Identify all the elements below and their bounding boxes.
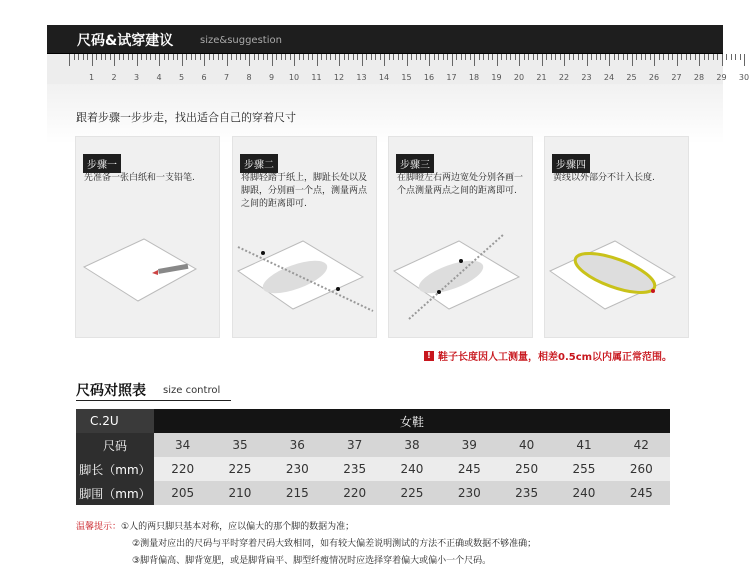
ruler-number: 21 bbox=[536, 73, 547, 82]
table-cell: 36 bbox=[269, 433, 326, 457]
ruler-tick bbox=[330, 54, 331, 60]
ruler-tick bbox=[290, 54, 291, 60]
ruler-tick bbox=[146, 54, 147, 60]
ruler-tick bbox=[393, 54, 394, 60]
ruler-number: 17 bbox=[446, 73, 457, 82]
ruler-tick bbox=[308, 54, 309, 60]
ruler-number: 19 bbox=[491, 73, 502, 82]
ruler-tick bbox=[78, 54, 79, 60]
ruler-tick bbox=[164, 54, 165, 60]
ruler-number: 10 bbox=[288, 73, 300, 82]
ruler-tick bbox=[362, 54, 363, 66]
table-row-label: 尺码 bbox=[76, 433, 154, 457]
ruler-tick bbox=[87, 54, 88, 60]
ruler-tick bbox=[447, 54, 448, 60]
table-header-row bbox=[76, 409, 670, 433]
ruler-number: 11 bbox=[311, 73, 322, 82]
table-cell: 245 bbox=[441, 457, 498, 481]
size-control-title: 尺码对照表 bbox=[76, 383, 146, 399]
ruler-number: 22 bbox=[558, 73, 570, 82]
ruler-tick bbox=[668, 54, 669, 60]
ruler-tick bbox=[141, 54, 142, 60]
table-row-label: 脚围（mm） bbox=[76, 481, 154, 505]
ruler-tick bbox=[659, 54, 660, 60]
table-cell: 245 bbox=[613, 481, 670, 505]
ruler-tick bbox=[474, 54, 475, 66]
ruler-tick bbox=[546, 54, 547, 60]
ruler-tick bbox=[519, 54, 520, 66]
ruler-tick bbox=[168, 54, 169, 60]
table-cell: 220 bbox=[326, 481, 383, 505]
ruler-number: 12 bbox=[333, 73, 345, 82]
ruler-tick bbox=[114, 54, 115, 66]
ruler-tick bbox=[380, 54, 381, 60]
ruler-tick bbox=[159, 54, 160, 66]
ruler-tick bbox=[303, 54, 304, 60]
ruler-tick bbox=[560, 54, 561, 60]
ruler-tick bbox=[726, 54, 727, 60]
ruler-tick bbox=[641, 54, 642, 60]
step-1-card bbox=[75, 136, 220, 338]
ruler-tick bbox=[497, 54, 498, 66]
ruler-tick bbox=[443, 54, 444, 60]
ruler-tick bbox=[582, 54, 583, 60]
ruler-tick bbox=[218, 54, 219, 60]
ruler-tick bbox=[614, 54, 615, 60]
ruler-tick bbox=[245, 54, 246, 60]
table-cell: 38 bbox=[383, 433, 440, 457]
ruler-tick bbox=[465, 54, 466, 60]
ruler-tick bbox=[461, 54, 462, 60]
ruler-number: 25 bbox=[626, 73, 637, 82]
paper-pencil-illustration bbox=[76, 229, 221, 339]
ruler-number: 7 bbox=[223, 73, 230, 82]
ruler-tick bbox=[101, 54, 102, 60]
ruler-tick bbox=[708, 54, 709, 60]
ruler-tick bbox=[524, 54, 525, 60]
section-title: 尺码&试穿建议 bbox=[77, 33, 174, 49]
ruler-tick bbox=[254, 54, 255, 60]
ruler-number: 9 bbox=[268, 73, 275, 82]
ruler-tick bbox=[636, 54, 637, 60]
foot-length-illustration bbox=[233, 229, 378, 339]
ruler-tick bbox=[213, 54, 214, 60]
ruler-tick bbox=[456, 54, 457, 60]
intro-text: 跟着步骤一步步走，找出适合自己的穿着尺寸 bbox=[76, 111, 296, 124]
ruler-tick bbox=[389, 54, 390, 60]
ruler-tick bbox=[663, 54, 664, 60]
title-underline bbox=[76, 400, 231, 401]
table-cell: 34 bbox=[154, 433, 211, 457]
ruler-tick bbox=[150, 54, 151, 60]
ruler-number: 2 bbox=[111, 73, 117, 82]
ruler-tick bbox=[537, 54, 538, 60]
ruler-number: 28 bbox=[693, 73, 705, 82]
step-3-card bbox=[388, 136, 533, 338]
ruler-tick bbox=[578, 54, 579, 60]
ruler-tick bbox=[128, 54, 129, 60]
ruler-tick bbox=[704, 54, 705, 60]
section-header bbox=[47, 25, 723, 54]
ruler-number: 16 bbox=[423, 73, 435, 82]
ruler-tick bbox=[317, 54, 318, 66]
ruler-number: 20 bbox=[513, 73, 525, 82]
ruler-tick bbox=[344, 54, 345, 60]
ruler-tick bbox=[258, 54, 259, 60]
ruler-number: 13 bbox=[356, 73, 367, 82]
ruler-tick bbox=[285, 54, 286, 60]
ruler-tick bbox=[654, 54, 655, 66]
ruler-tick bbox=[600, 54, 601, 60]
ruler-tick bbox=[69, 54, 70, 66]
ruler-tick bbox=[182, 54, 183, 66]
ruler-tick bbox=[357, 54, 358, 60]
ruler-number: 23 bbox=[581, 73, 592, 82]
ruler-tick bbox=[555, 54, 556, 60]
table-cell: 235 bbox=[326, 457, 383, 481]
ruler-tick bbox=[294, 54, 295, 66]
ruler-tick bbox=[645, 54, 646, 60]
table-cell: 255 bbox=[555, 457, 612, 481]
ruler-tick bbox=[681, 54, 682, 60]
ruler-tick bbox=[713, 54, 714, 60]
tips-label: 温馨提示： bbox=[76, 522, 122, 532]
ruler-tick bbox=[110, 54, 111, 60]
step-4-label: 步骤四 bbox=[552, 154, 590, 173]
foot-outline-illustration bbox=[545, 229, 690, 339]
ruler-tick bbox=[731, 54, 732, 60]
ruler-tick bbox=[204, 54, 205, 66]
size-control-subtitle: size control bbox=[163, 385, 221, 396]
ruler-tick bbox=[384, 54, 385, 66]
table-cell: 240 bbox=[555, 481, 612, 505]
ruler-tick bbox=[195, 54, 196, 60]
ruler-number: 30 bbox=[738, 73, 750, 82]
ruler-tick bbox=[699, 54, 700, 66]
ruler-number: 15 bbox=[401, 73, 412, 82]
foot-width-illustration bbox=[389, 229, 534, 339]
table-row-length bbox=[76, 457, 670, 481]
ruler-tick bbox=[353, 54, 354, 60]
step-4-card bbox=[544, 136, 689, 338]
step-3-text: 在脚瞪左右两边宽处分别各画一个点测量两点之间的距离即可. bbox=[397, 173, 524, 196]
ruler-tick bbox=[173, 54, 174, 60]
ruler-tick bbox=[416, 54, 417, 60]
size-table bbox=[76, 409, 670, 505]
ruler-number: 1 bbox=[88, 73, 95, 82]
ruler-tick bbox=[83, 54, 84, 60]
table-cell: 215 bbox=[269, 481, 326, 505]
ruler-tick bbox=[375, 54, 376, 60]
ruler-tick bbox=[740, 54, 741, 60]
ruler-tick bbox=[452, 54, 453, 66]
table-cell: 235 bbox=[498, 481, 555, 505]
ruler-tick bbox=[632, 54, 633, 66]
tip-line-2: ②测量对应出的尺码与平时穿着尺码大致相同，如有较大偏差说明测试的方法不正确或数据不够准确； bbox=[132, 539, 537, 549]
ruler-tick bbox=[348, 54, 349, 60]
ruler-tick bbox=[137, 54, 138, 66]
ruler-tick bbox=[407, 54, 408, 66]
ruler-tick bbox=[515, 54, 516, 60]
section-subtitle: size&suggestion bbox=[200, 35, 282, 46]
ruler-tick bbox=[488, 54, 489, 60]
table-cell: 39 bbox=[441, 433, 498, 457]
ruler-tick bbox=[177, 54, 178, 60]
table-cell: 260 bbox=[613, 457, 670, 481]
ruler-tick bbox=[564, 54, 565, 66]
ruler-tick bbox=[695, 54, 696, 60]
ruler-tick bbox=[222, 54, 223, 60]
ruler-tick bbox=[650, 54, 651, 60]
table-cell: 37 bbox=[326, 433, 383, 457]
ruler-number: 5 bbox=[178, 73, 185, 82]
table-corner: C.2U bbox=[76, 409, 154, 433]
ruler-tick bbox=[690, 54, 691, 60]
table-cell: 41 bbox=[555, 433, 612, 457]
ruler-tick bbox=[483, 54, 484, 60]
ruler-tick bbox=[425, 54, 426, 60]
ruler-tick bbox=[533, 54, 534, 60]
ruler-tick bbox=[123, 54, 124, 60]
ruler-tick bbox=[326, 54, 327, 60]
warning-icon: ! bbox=[424, 351, 434, 361]
ruler-tick bbox=[74, 54, 75, 60]
ruler-number: 26 bbox=[648, 73, 660, 82]
ruler-tick bbox=[627, 54, 628, 60]
ruler-tick bbox=[398, 54, 399, 60]
ruler-number: 24 bbox=[603, 73, 615, 82]
tips-block bbox=[76, 519, 536, 570]
step-3-label: 步骤三 bbox=[396, 154, 434, 173]
ruler-tick bbox=[132, 54, 133, 60]
ruler-tick bbox=[191, 54, 192, 60]
ruler-tick bbox=[276, 54, 277, 60]
ruler-tick bbox=[240, 54, 241, 60]
ruler bbox=[47, 54, 750, 84]
step-1-text: 先准备一张白纸和一支铅笔. bbox=[84, 173, 195, 183]
ruler-tick bbox=[591, 54, 592, 60]
ruler-tick bbox=[119, 54, 120, 60]
ruler-tick bbox=[227, 54, 228, 66]
ruler-tick bbox=[420, 54, 421, 60]
ruler-tick bbox=[587, 54, 588, 66]
ruler-tick bbox=[105, 54, 106, 60]
ruler-number: 18 bbox=[468, 73, 480, 82]
measurement-warning bbox=[424, 348, 672, 363]
ruler-tick bbox=[155, 54, 156, 60]
table-cell: 42 bbox=[613, 433, 670, 457]
ruler-tick bbox=[551, 54, 552, 60]
table-cell: 225 bbox=[383, 481, 440, 505]
table-cell: 230 bbox=[441, 481, 498, 505]
ruler-tick bbox=[434, 54, 435, 60]
ruler-number: 3 bbox=[133, 73, 140, 82]
ruler-tick bbox=[609, 54, 610, 66]
ruler-tick bbox=[677, 54, 678, 66]
ruler-tick bbox=[209, 54, 210, 60]
ruler-tick bbox=[506, 54, 507, 60]
step-2-card bbox=[232, 136, 377, 338]
ruler-tick bbox=[321, 54, 322, 60]
ruler-tick bbox=[735, 54, 736, 60]
ruler-tick bbox=[429, 54, 430, 66]
ruler-tick bbox=[573, 54, 574, 60]
ruler-tick bbox=[501, 54, 502, 60]
ruler-tick bbox=[335, 54, 336, 60]
ruler-tick bbox=[366, 54, 367, 60]
ruler-number: 6 bbox=[201, 73, 207, 82]
step-2-label: 步骤二 bbox=[240, 154, 278, 173]
ruler-tick bbox=[722, 54, 723, 66]
ruler-tick bbox=[479, 54, 480, 60]
ruler-tick bbox=[263, 54, 264, 60]
ruler-tick bbox=[605, 54, 606, 60]
ruler-tick bbox=[339, 54, 340, 66]
ruler-tick bbox=[717, 54, 718, 60]
table-cell: 240 bbox=[383, 457, 440, 481]
ruler-tick bbox=[249, 54, 250, 66]
table-cell: 35 bbox=[211, 433, 268, 457]
table-cell: 250 bbox=[498, 457, 555, 481]
tip-line-3: ③脚背偏高、脚背宽肥，或是脚背扁平、脚型纤瘦情况时应选择穿着偏大或偏小一个尺码。 bbox=[132, 556, 492, 566]
ruler-number: 14 bbox=[378, 73, 390, 82]
steps-row bbox=[75, 136, 695, 338]
ruler-tick bbox=[618, 54, 619, 60]
ruler-tick bbox=[569, 54, 570, 60]
step-4-text: 黄线以外部分不计入长度. bbox=[553, 173, 655, 183]
step-1-label: 步骤一 bbox=[83, 154, 121, 173]
ruler-number: 8 bbox=[246, 73, 252, 82]
ruler-tick bbox=[744, 54, 745, 66]
step-2-text: 将脚轻踏于纸上，脚趾长处以及脚跟，分别画一个点，测量两点之间的距离即可. bbox=[241, 173, 368, 209]
ruler-tick bbox=[186, 54, 187, 60]
ruler-tick bbox=[281, 54, 282, 60]
ruler-tick bbox=[200, 54, 201, 60]
ruler-tick bbox=[411, 54, 412, 60]
warning-text: 鞋子长度因人工测量，相差0.5cm以内属正常范围。 bbox=[438, 352, 673, 363]
ruler-tick bbox=[272, 54, 273, 66]
tip-line-1: ①人的两只脚只基本对称，应以偏大的那个脚的数据为准； bbox=[121, 522, 355, 532]
table-row-size bbox=[76, 433, 670, 457]
ruler-tick bbox=[312, 54, 313, 60]
ruler-tick bbox=[402, 54, 403, 60]
ruler-number: 27 bbox=[671, 73, 682, 82]
table-cell: 225 bbox=[211, 457, 268, 481]
ruler-tick bbox=[542, 54, 543, 66]
ruler-tick bbox=[510, 54, 511, 60]
ruler-tick bbox=[92, 54, 93, 66]
table-cell: 220 bbox=[154, 457, 211, 481]
ruler-tick bbox=[371, 54, 372, 60]
table-row-label: 脚长（mm） bbox=[76, 457, 154, 481]
ruler-tick bbox=[470, 54, 471, 60]
table-cell: 40 bbox=[498, 433, 555, 457]
table-cell: 210 bbox=[211, 481, 268, 505]
ruler-tick bbox=[672, 54, 673, 60]
ruler-tick bbox=[267, 54, 268, 60]
ruler-tick bbox=[492, 54, 493, 60]
ruler-tick bbox=[438, 54, 439, 60]
ruler-tick bbox=[96, 54, 97, 60]
ruler-number: 4 bbox=[156, 73, 162, 82]
table-row-girth bbox=[76, 481, 670, 505]
table-group-header: 女鞋 bbox=[154, 409, 670, 433]
ruler-tick bbox=[528, 54, 529, 60]
table-cell: 230 bbox=[269, 457, 326, 481]
ruler-tick bbox=[231, 54, 232, 60]
ruler-tick bbox=[596, 54, 597, 60]
ruler-tick bbox=[686, 54, 687, 60]
ruler-number: 29 bbox=[716, 73, 727, 82]
ruler-tick bbox=[236, 54, 237, 60]
ruler-tick bbox=[623, 54, 624, 60]
table-cell: 205 bbox=[154, 481, 211, 505]
ruler-tick bbox=[299, 54, 300, 60]
